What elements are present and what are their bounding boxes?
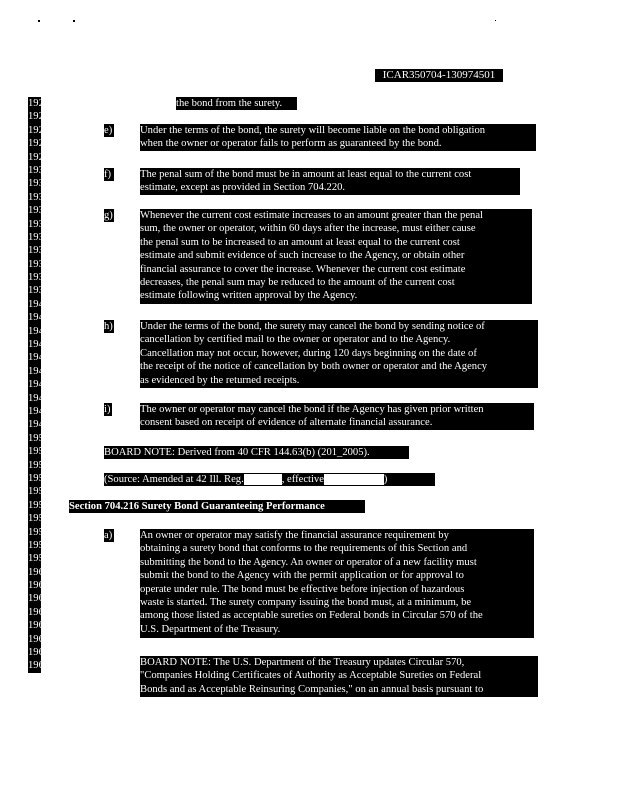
line-number: 1928	[28, 138, 50, 150]
line-number: 1946	[28, 379, 50, 391]
list-marker-g: g)	[104, 210, 113, 221]
text-line: Under the terms of the bond, the surety will become liable on the bond obligation	[140, 125, 486, 136]
line-number: 1964	[28, 620, 50, 632]
line-number: 1935	[28, 231, 50, 243]
line-number: 1940	[28, 298, 50, 310]
text-line: estimate, except as provided in Section 704.220.	[140, 182, 346, 194]
line-number: 1959	[28, 553, 50, 565]
list-item-a	[140, 529, 534, 638]
line-number: 1933	[28, 205, 50, 217]
scan-speck	[38, 20, 40, 22]
text-line: Cancellation may not occur, however, during 120 days beginning on the date of	[140, 347, 477, 359]
text-line: Whenever the current cost estimate increases to an amount greater than the penal	[140, 210, 483, 221]
scan-speck	[495, 20, 496, 21]
list-item-i	[140, 403, 534, 430]
text-line: cancellation by certified mail to the owner or operator and to the Agency.	[140, 334, 451, 346]
text-line: submitting the bond to the Agency. An owner or operator of a new facility must	[140, 556, 477, 568]
board-note-treasury	[140, 656, 538, 697]
line-number: 1944	[28, 352, 50, 364]
text-line: submit the bond to the Agency with the permit application or for approval to	[140, 570, 464, 582]
line-number: 1937	[28, 258, 50, 270]
line-number: 1945	[28, 365, 50, 377]
line-number: 1967	[28, 660, 50, 672]
line-number: 1927	[28, 124, 50, 136]
line-number: 1938	[28, 272, 50, 284]
source-note	[104, 473, 435, 486]
line-number: 1930	[28, 164, 50, 176]
line-number: 1960	[28, 566, 50, 578]
line-number: 1947	[28, 392, 50, 404]
text-line: "Companies Holding Certificates of Authority as Acceptable Sureties on Federal	[140, 670, 482, 682]
line-number: 1926	[28, 111, 50, 123]
text-line: U.S. Department of the Treasury.	[140, 623, 281, 635]
line-number: 1966	[28, 647, 50, 659]
line-number: 1963	[28, 606, 50, 618]
text-line: Under the terms of the bond, the surety may cancel the bond by sending notice of	[140, 321, 485, 332]
text-line: financial assurance to cover the increase. Whenever the current cost estimate	[140, 263, 466, 275]
text-line: decreases, the penal sum may be reduced to the amount of the current cost	[140, 277, 455, 289]
text-line: the receipt of the notice of cancellation by both owner or operator and the Agency	[140, 361, 488, 373]
board-note: BOARD NOTE: Derived from 40 CFR 144.63(b) (201_2005).	[104, 446, 409, 459]
line-number: 1929	[28, 151, 50, 163]
text-line: obtaining a surety bond that conforms to the requirements of this Section and	[140, 543, 468, 555]
list-item-g	[140, 209, 532, 304]
line-number: 1931	[28, 178, 50, 190]
line-number: 1934	[28, 218, 50, 230]
line-number: 1932	[28, 191, 50, 203]
text-line: An owner or operator may satisfy the financial assurance requirement by	[140, 530, 449, 541]
line-number: 1949	[28, 419, 50, 431]
line-number: 1941	[28, 312, 50, 324]
line-number: 1936	[28, 245, 50, 257]
text-line: waste is started. The surety company issuing the bond must, at a minimum, be	[140, 597, 472, 609]
line-number: 1954	[28, 486, 50, 498]
text-line: the penal sum to be increased to an amount at least equal to the current cost	[140, 236, 460, 248]
text-line: The owner or operator may cancel the bond if the Agency has given prior written	[140, 404, 484, 415]
list-marker-i: i)	[104, 404, 111, 415]
list-marker-e: e)	[104, 125, 113, 136]
list-marker-h: h)	[104, 321, 113, 332]
text-line: among those listed as acceptable sureties on Federal bonds in Circular 570 of the	[140, 610, 483, 622]
text-line: consent based on receipt of evidence of alternate financial assurance.	[140, 417, 433, 429]
line-number: 1965	[28, 633, 50, 645]
list-item-e	[140, 124, 536, 151]
blank-space	[244, 474, 282, 485]
text-line: BOARD NOTE: The U.S. Department of the Treasury updates Circular 570,	[140, 657, 465, 668]
line-number: 1957	[28, 526, 50, 538]
scan-speck	[73, 20, 75, 22]
text-line: estimate and submit evidence of such increase to the Agency, or obtain other	[140, 250, 465, 262]
list-marker-a: a)	[104, 530, 113, 541]
text-line: estimate following written approval by the Agency.	[140, 290, 358, 302]
line-number: 1956	[28, 513, 50, 525]
text-line: The penal sum of the bond must be in amount at least equal to the current cost	[140, 169, 472, 180]
text-line: operate under rule. The bond must be effective before injection of hazardous	[140, 583, 465, 595]
source-suffix: )	[383, 474, 388, 485]
section-heading: Section 704.216 Surety Bond Guaranteeing Performance	[69, 500, 365, 513]
text-line: Bonds and as Acceptable Reinsuring Companies," on an annual basis pursuant to	[140, 683, 484, 695]
document-reference-number: ICAR350704-130974501	[375, 69, 503, 82]
line-number: 1958	[28, 539, 50, 551]
line-number: 1943	[28, 339, 50, 351]
source-middle: , effective	[281, 474, 324, 485]
line-number: 1961	[28, 580, 50, 592]
line-number: 1925	[28, 98, 50, 109]
line-number: 1942	[28, 325, 50, 337]
continued-text-line: the bond from the surety.	[176, 97, 297, 110]
list-item-f	[140, 168, 520, 195]
line-number-gutter	[28, 97, 50, 673]
line-number: 1948	[28, 405, 50, 417]
source-prefix: (Source: Amended at 42 Ill. Reg.	[104, 474, 244, 485]
line-number: 1953	[28, 472, 50, 484]
line-number: 1955	[28, 499, 50, 511]
text-line: when the owner or operator fails to perform as guaranteed by the bond.	[140, 138, 442, 150]
line-number: 1950	[28, 432, 50, 444]
line-number: 1962	[28, 593, 50, 605]
list-marker-f: f)	[104, 168, 114, 181]
text-line: sum, the owner or operator, within 60 days after the increase, must either cause	[140, 223, 476, 235]
line-number: 1952	[28, 459, 50, 471]
text-line: as evidenced by the returned receipts.	[140, 374, 300, 386]
line-number: 1951	[28, 446, 50, 458]
blank-space	[324, 474, 384, 485]
list-item-h	[140, 320, 538, 388]
line-number: 1939	[28, 285, 50, 297]
